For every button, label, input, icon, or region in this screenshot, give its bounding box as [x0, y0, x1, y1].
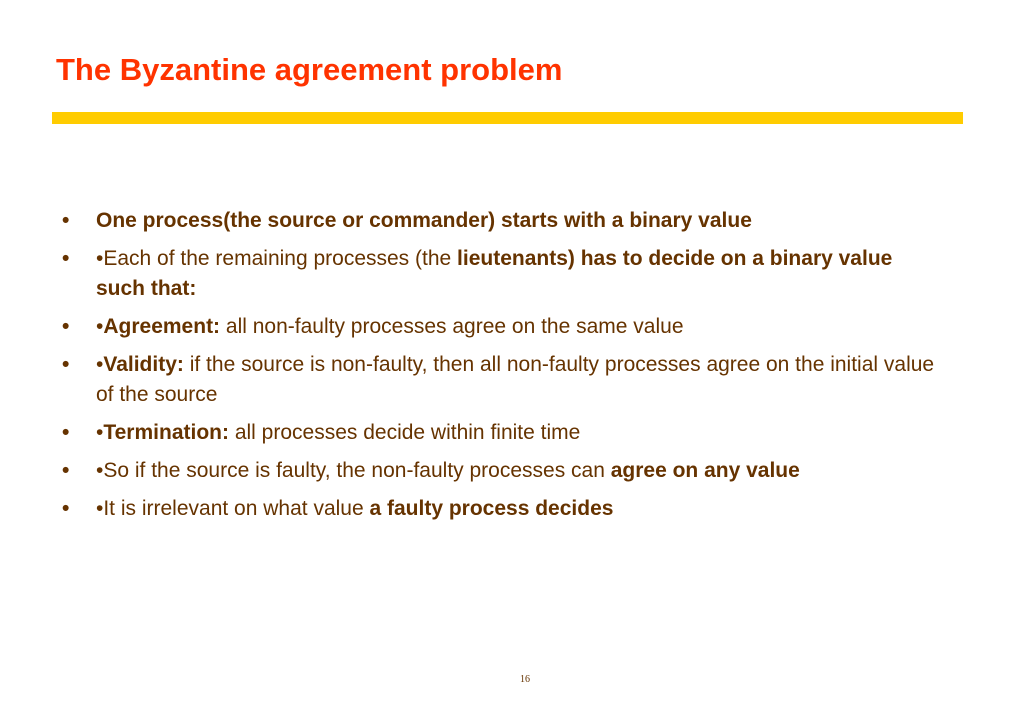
- bullet-text: •: [96, 421, 104, 444]
- bullet-item-irrelevant-value: [62, 494, 942, 524]
- bullet-dot-icon: •: [62, 247, 70, 270]
- bullet-text: •It is irrelevant on what value: [96, 497, 370, 520]
- bullet-text: •: [96, 315, 104, 338]
- bullet-bold-text: Validity:: [103, 353, 184, 376]
- bullet-bold-text: Termination:: [103, 421, 229, 444]
- bullet-bold-text: One process(the source or commander) starts with a binary value: [96, 209, 752, 232]
- slide-title: The Byzantine agreement problem: [56, 52, 563, 87]
- bullet-bold-text: a faulty process decides: [369, 497, 614, 520]
- bullet-item-validity: [62, 350, 942, 410]
- bullet-text: •Each of the remaining processes (the: [96, 247, 458, 270]
- bullet-item-termination: [62, 418, 942, 448]
- bullet-item-faulty-source: [62, 456, 942, 486]
- bullet-dot-icon: •: [62, 459, 70, 482]
- bullet-dot-icon: •: [62, 209, 70, 232]
- bullet-text: •So if the source is faulty, the non-faulty processes can: [96, 459, 611, 482]
- bullet-dot-icon: •: [62, 497, 70, 520]
- bullet-bold-text: Agreement:: [103, 315, 221, 338]
- bullet-item-source-binary-value: [62, 206, 942, 236]
- bullet-dot-icon: •: [62, 421, 70, 444]
- bullet-item-lieutenants: [62, 244, 942, 304]
- bullet-text: if the source is non-faulty, then all non-faulty processes agree on the initial value of the source: [96, 353, 935, 406]
- bullet-text: all processes decide within finite time: [228, 421, 581, 444]
- bullet-dot-icon: •: [62, 315, 70, 338]
- bullet-text: all non-faulty processes agree on the same value: [220, 315, 684, 338]
- bullet-text: •: [96, 353, 104, 376]
- bullet-item-agreement: [62, 312, 942, 342]
- bullet-bold-text: lieutenants) has to decide on a binary value such that:: [96, 247, 893, 300]
- page-number: 16: [520, 674, 530, 685]
- bullet-bold-text: agree on any value: [610, 459, 800, 482]
- title-divider-bar: [52, 112, 963, 124]
- bullet-dot-icon: •: [62, 353, 70, 376]
- bullet-list: [62, 206, 942, 532]
